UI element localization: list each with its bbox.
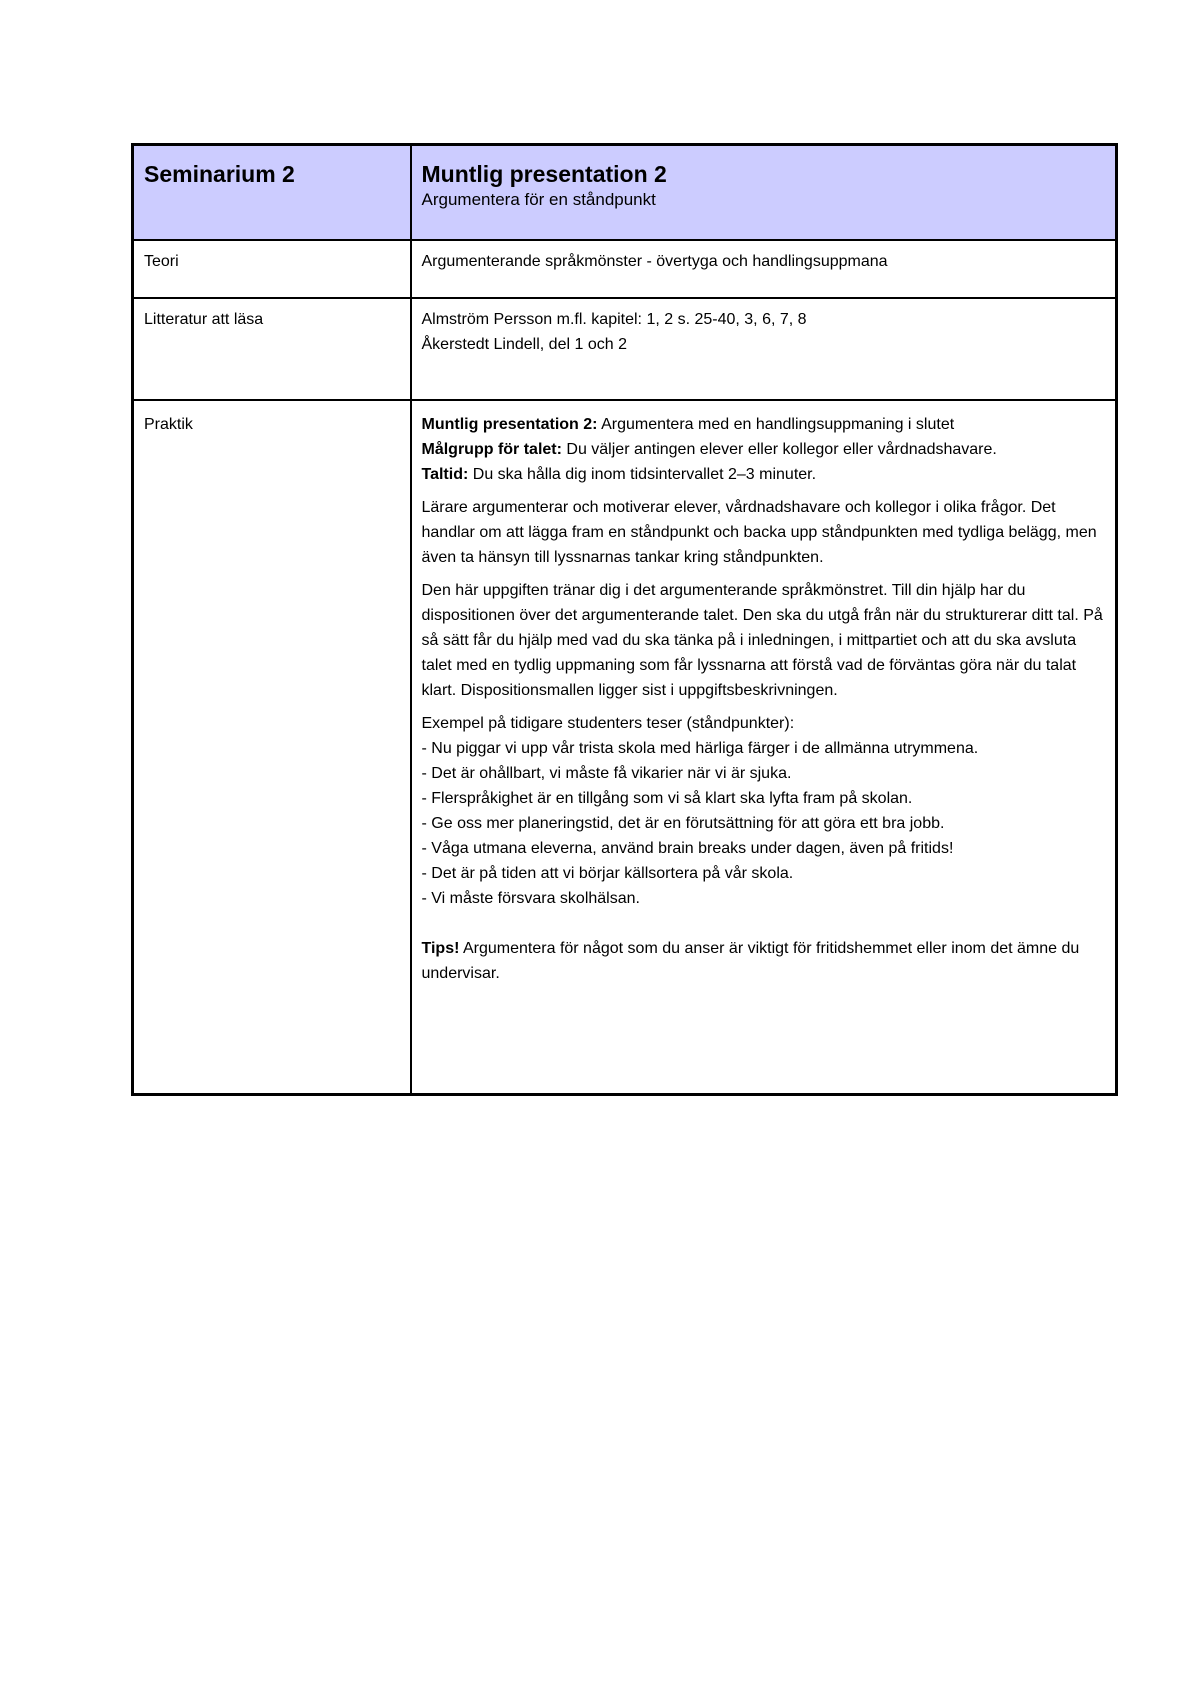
seminar-title: Seminarium 2 — [144, 161, 295, 187]
litteratur-row — [133, 298, 1117, 400]
tips-text: Argumentera för något som du anser är viktigt för fritidshemmet eller inom det ämne du undervisar. — [421, 940, 1080, 982]
tips-paragraph — [422, 936, 1106, 986]
presentation-title: Muntlig presentation 2 — [421, 161, 667, 187]
example-item: - Flerspråkighet är en tillgång som vi så klart ska lyfta fram på skolan. — [421, 790, 913, 807]
spacer — [422, 911, 1106, 936]
intro-line-1-text: Argumentera med en handlingsuppmaning i slutet — [597, 416, 955, 433]
examples-block — [422, 711, 1106, 911]
presentation-subtitle: Argumentera för en ståndpunkt — [421, 190, 656, 209]
litteratur-label: Litteratur att läsa — [133, 298, 411, 400]
praktik-intro — [422, 412, 1106, 487]
tips-label: Tips! — [421, 940, 460, 957]
intro-line-1-label: Muntlig presentation 2: — [421, 416, 598, 433]
header-left-cell — [133, 145, 411, 241]
example-item: - Det är ohållbart, vi måste få vikarier när vi är sjuka. — [421, 765, 792, 782]
examples-heading: Exempel på tidigare studenters teser (ståndpunkter): — [421, 715, 795, 732]
intro-line-2 — [422, 437, 1106, 462]
litteratur-line: Åkerstedt Lindell, del 1 och 2 — [421, 336, 627, 353]
header-row — [133, 145, 1117, 241]
praktik-row — [133, 400, 1117, 1095]
praktik-paragraph-1: Lärare argumenterar och motiverar elever, vårdnadshavare och kollegor i olika frågor. Det handlar om att lägga fram en ståndpunkt och backa upp ståndpunkten med tydliga belägg, men även ta hänsyn till lyssnarnas tankar kring ståndpunkten. — [421, 499, 1097, 566]
litteratur-content — [411, 298, 1117, 400]
intro-line-3 — [422, 462, 1106, 487]
intro-line-2-label: Målgrupp för talet: — [421, 441, 562, 458]
example-item: - Det är på tiden att vi börjar källsortera på vår skola. — [421, 865, 794, 882]
intro-line-3-text: Du ska hålla dig inom tidsintervallet 2–3 minuter. — [468, 466, 817, 483]
teori-label: Teori — [133, 240, 411, 298]
example-item: - Nu piggar vi upp vår trista skola med härliga färger i de allmänna utrymmena. — [421, 740, 979, 757]
teori-content: Argumenterande språkmönster - övertyga och handlingsuppmana — [411, 240, 1117, 298]
praktik-label: Praktik — [133, 400, 411, 1095]
intro-line-2-text: Du väljer antingen elever eller kollegor eller vårdnadshavare. — [561, 441, 997, 458]
intro-line-3-label: Taltid: — [421, 466, 469, 483]
praktik-paragraph-2: Den här uppgiften tränar dig i det argumenterande språkmönstret. Till din hjälp har du dispositionen över det argumenterande talet. Den ska du utgå från när du strukturerar ditt tal. På så sätt får du hjälp med vad du ska tänka på i inledningen, i mittpartiet och att du ska avsluta talet med en tydlig uppmaning som får lyssnarna att förstå vad de förväntas göra när du talat klart. Dispositionsmallen ligger sist i uppgiftsbeskrivningen. — [421, 582, 1103, 699]
example-item: - Våga utmana eleverna, använd brain breaks under dagen, även på fritids! — [421, 840, 954, 857]
example-item: - Ge oss mer planeringstid, det är en förutsättning för att göra ett bra jobb. — [421, 815, 945, 832]
seminar-table — [131, 143, 1118, 1096]
praktik-content — [411, 400, 1117, 1095]
teori-row — [133, 240, 1117, 298]
header-right-cell — [411, 145, 1117, 241]
example-item: - Vi måste försvara skolhälsan. — [421, 890, 640, 907]
litteratur-line: Almström Persson m.fl. kapitel: 1, 2 s. 25-40, 3, 6, 7, 8 — [421, 311, 807, 328]
intro-line-1 — [422, 412, 1106, 437]
